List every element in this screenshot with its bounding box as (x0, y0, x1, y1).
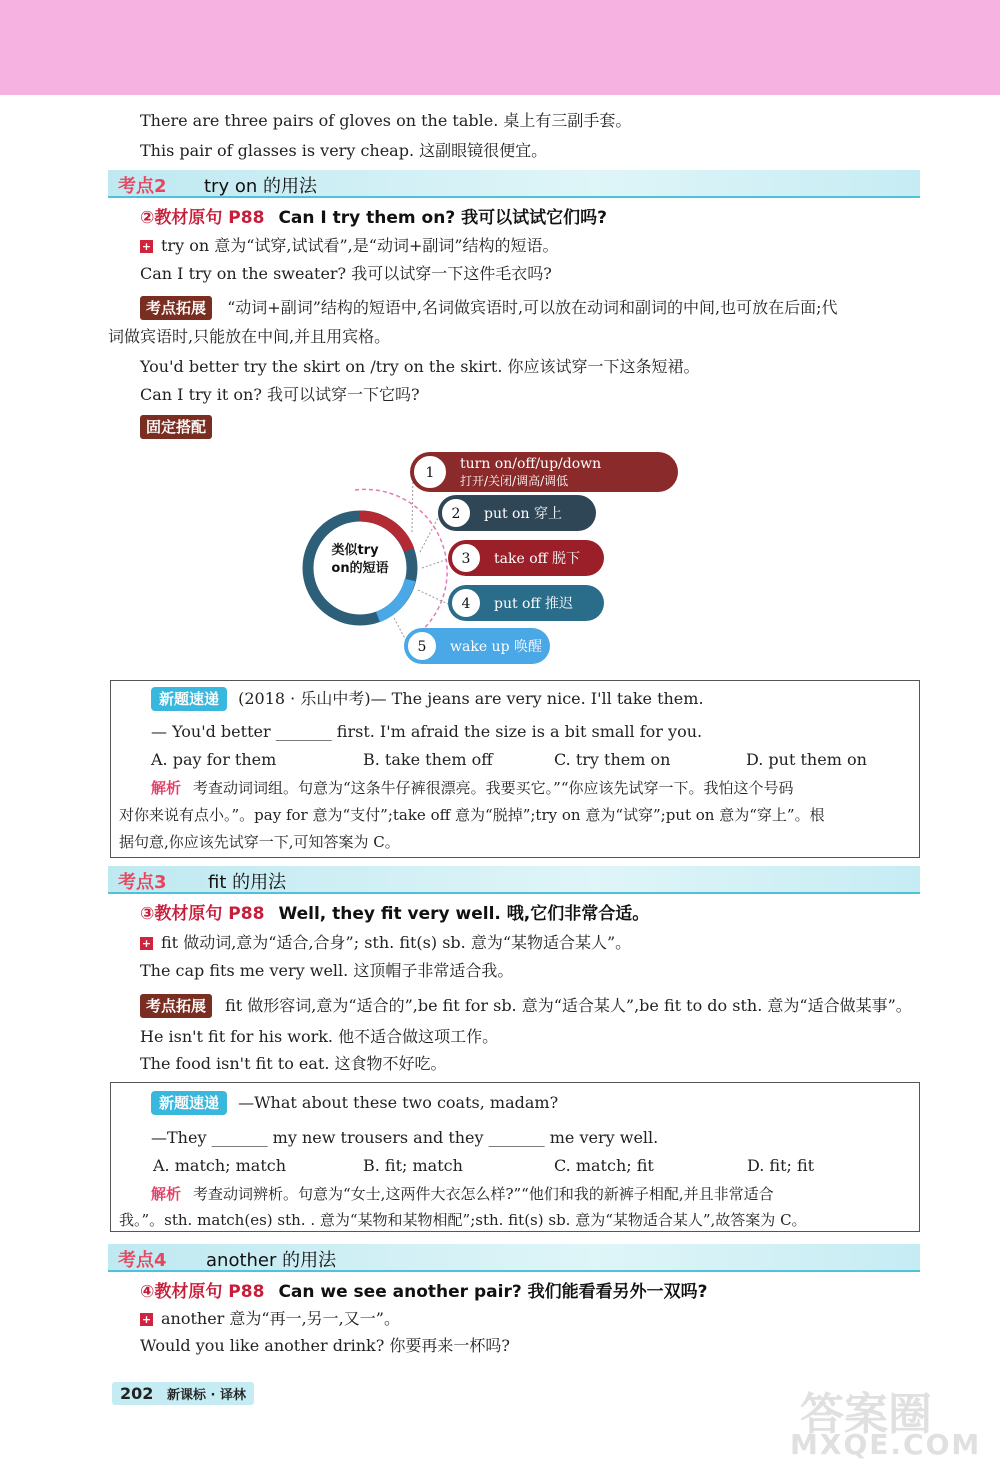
textbook-sentence-3 (140, 903, 649, 925)
q2-line2: —They _______ my new trousers and they _______ me very well. (151, 1128, 659, 1147)
page-footer (112, 1382, 254, 1405)
question-box-2 (110, 1082, 920, 1232)
q1-option-c: C. try them on (554, 750, 671, 769)
extension-line-1 (140, 296, 838, 320)
example-glasses: This pair of glasses is very cheap. 这副眼镜很便宜。 (140, 141, 548, 160)
phrase-text: wake up 唤醒 (450, 639, 542, 655)
q1-option-a: A. pay for them (151, 750, 277, 769)
textbook-sentence: Can we see another pair? 我们能看看另外一双吗? (278, 1282, 708, 1302)
note-text: try on 意为“试穿,试试看”,是“动词+副词”结构的短语。 (161, 236, 559, 255)
example-food: The food isn't fit to eat. 这食物不好吃。 (140, 1054, 447, 1073)
question-box-1 (110, 680, 920, 858)
phrase-item-4 (448, 585, 604, 621)
textbook-sentence-4 (140, 1281, 707, 1303)
fixed-phrase-line (140, 415, 212, 439)
phrase-item-5 (404, 628, 550, 664)
watermark-url: MXQE.COM (790, 1428, 982, 1461)
phrase-text: put off 推迟 (494, 596, 573, 612)
phrase-items (404, 452, 678, 664)
new-question-tag: 新题速递 (151, 687, 227, 711)
analysis-text: 考查动词辨析。句意为“女士,这两件大衣怎么样?”“他们和我的新裤子相配,并且非常适合 (193, 1185, 774, 1203)
extension-line (140, 994, 912, 1018)
q1-analysis-1 (151, 777, 794, 799)
series-brand: 新课标 · 译林 (166, 1388, 246, 1403)
note-line (140, 235, 559, 257)
plus-icon: + (141, 240, 152, 253)
q1-analysis-2: 对你来说有点小。”。pay for 意为“支付”;take off 意为“脱掉”;try on 意为“试穿”;put on 意为“穿上”。根 (119, 806, 825, 824)
q1-line2: — You'd better _______ first. I'm afraid the size is a bit small for you. (151, 722, 703, 741)
extension-line-2: 词做宾语时,只能放在中间,并且用宾格。 (108, 327, 391, 346)
phrase-text: take off 脱下 (494, 551, 581, 567)
phrase-diagram (300, 440, 700, 670)
section-tag: 考点3 (118, 872, 167, 893)
fixed-phrase-tag: 固定搭配 (140, 415, 212, 439)
item-number: 3 (461, 551, 471, 567)
textbook-sentence: Well, they fit very well. 哦,它们非常合适。 (278, 904, 650, 924)
plus-icon: + (141, 937, 152, 950)
note-line (140, 1308, 400, 1330)
plus-icon: + (141, 1313, 152, 1326)
textbook-sentence-2 (140, 207, 607, 229)
q1-analysis-3: 据句意,你应该先试穿一下,可知答案为 C。 (119, 833, 400, 851)
note-text: another 意为“再一,另一,又一”。 (161, 1309, 400, 1328)
example-skirt: You'd better try the skirt on /try on the skirt. 你应该试穿一下这条短裙。 (140, 357, 700, 376)
example-sweater: Can I try on the sweater? 我可以试穿一下这件毛衣吗? (140, 264, 552, 283)
q1-head (151, 687, 704, 711)
textbook-label: ③教材原句 P88 (140, 904, 265, 924)
textbook-label: ④教材原句 P88 (140, 1282, 265, 1302)
extension-text: fit 做形容词,意为“适合的”,be fit for sb. 意为“适合某人”,be fit to do sth. 意为“适合做某事”。 (225, 996, 912, 1015)
section-tag: 考点2 (118, 176, 167, 197)
extension-tag: 考点拓展 (140, 296, 212, 320)
connector-3 (422, 559, 448, 568)
example-drink: Would you like another drink? 你要再来一杯吗? (140, 1336, 510, 1355)
q2-line1: —What about these two coats, madam? (238, 1093, 559, 1112)
phrase-text: turn on/off/up/down (460, 456, 602, 472)
section-header-kd2 (108, 170, 920, 198)
q2-option-b: B. fit; match (363, 1156, 463, 1175)
phrase-item-3 (448, 540, 604, 576)
note-text: fit 做动词,意为“适合,合身”; sth. fit(s) sb. 意为“某物适合某人”。 (161, 933, 632, 952)
item-number: 2 (451, 506, 461, 522)
center-label-2: on的短语 (331, 561, 389, 576)
analysis-label: 解析 (151, 1185, 182, 1203)
q2-option-a: A. match; match (153, 1156, 287, 1175)
textbook-label: ②教材原句 P88 (140, 208, 265, 228)
phrase-item-2 (438, 495, 596, 531)
q2-analysis-1 (151, 1183, 774, 1205)
textbook-sentence: Can I try them on? 我可以试试它们吗? (278, 208, 607, 228)
page-number: 202 (120, 1384, 154, 1403)
example-work: He isn't fit for his work. 他不适合做这项工作。 (140, 1027, 499, 1046)
item-number: 5 (417, 639, 427, 655)
extension-tag: 考点拓展 (140, 994, 212, 1018)
watermark-logo: 答案圈 (800, 1389, 932, 1440)
item-number: 1 (425, 465, 435, 481)
phrase-meaning: 打开/关闭/调高/调低 (460, 474, 569, 488)
item-number: 4 (461, 596, 471, 612)
example-cap: The cap fits me very well. 这顶帽子非常适合我。 (140, 961, 514, 980)
note-line (140, 932, 631, 954)
q1-option-d: D. put them on (746, 750, 867, 769)
q2-head (151, 1091, 558, 1115)
example-try-it-on: Can I try it on? 我可以试穿一下它吗? (140, 385, 420, 404)
section-header-kd4 (108, 1244, 920, 1272)
section-title: another 的用法 (206, 1250, 337, 1271)
center-label-1: 类似try (331, 543, 379, 558)
section-title: try on 的用法 (204, 176, 317, 197)
q1-source: (2018 · 乐山中考)— The jeans are very nice. I'll take them. (238, 689, 704, 708)
q1-option-b: B. take them off (363, 750, 493, 769)
analysis-label: 解析 (151, 779, 182, 797)
section-header-kd3 (108, 866, 920, 894)
example-gloves: There are three pairs of gloves on the table. 桌上有三副手套。 (140, 111, 632, 130)
top-pink-band (0, 0, 1000, 95)
analysis-text: 考查动词词组。句意为“这条牛仔裤很漂亮。我要买它。”“你应该先试穿一下。我怕这个号码 (193, 779, 794, 797)
new-question-tag: 新题速递 (151, 1091, 227, 1115)
section-title: fit 的用法 (208, 872, 287, 893)
section-tag: 考点4 (118, 1250, 167, 1271)
q2-option-c: C. match; fit (554, 1156, 654, 1175)
q2-analysis-2: 我。”。sth. match(es) sth. . 意为“某物和某物相配”;sth. fit(s) sb. 意为“某物适合某人”,故答案为 C。 (119, 1211, 807, 1229)
phrase-text: put on 穿上 (484, 506, 562, 522)
extension-text: “动词+副词”结构的短语中,名词做宾语时,可以放在动词和副词的中间,也可放在后面;代 (227, 298, 838, 317)
phrase-item-1 (410, 452, 678, 492)
q2-option-d: D. fit; fit (747, 1156, 815, 1175)
